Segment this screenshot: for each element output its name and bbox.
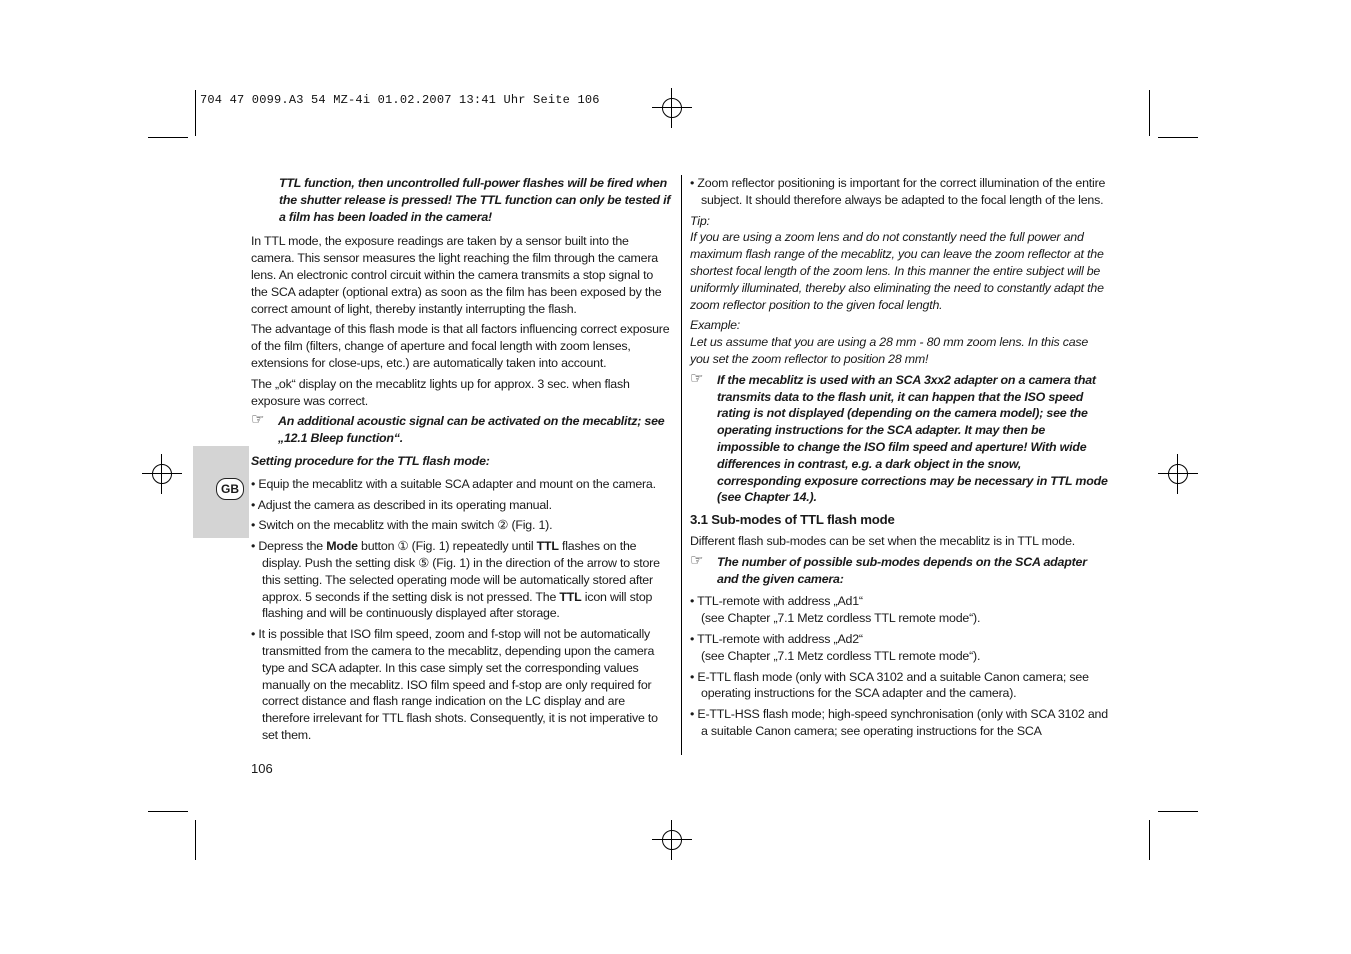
list-item-detail: (see Chapter „7.1 Metz cordless TTL remote mode“). [701,611,981,626]
list-item: • Zoom reflector positioning is important for the correct illumination of the entire subject. It should therefore always be adapted to the focal length of the lens. [690,176,1106,207]
crop-mark [148,137,188,138]
right-column [690,175,1108,744]
note [690,551,1108,588]
language-badge: GB [216,478,244,500]
pointing-hand-icon: ☞ [690,551,704,569]
example-label: Example: [690,318,741,333]
note [690,369,1108,506]
registration-mark-icon [652,820,692,860]
page-number: 106 [251,761,273,776]
section-subheading: Setting procedure for the TTL flash mode: [251,453,490,468]
paragraph: The „ok“ display on the mecablitz lights up for approx. 3 sec. when flash exposure was correct. [251,376,630,408]
list-item: • E-TTL-HSS flash mode; high-speed synchronisation (only with SCA 3102 and a suitable Canon camera; see operating instructions for the SCA [690,707,1108,738]
pointing-hand-icon: ☞ [690,369,704,387]
left-column [251,175,671,748]
list-item-detail: (see Chapter „7.1 Metz cordless TTL remote mode“). [701,648,981,663]
list-item: • Equip the mecablitz with a suitable SCA adapter and mount on the camera. [251,476,656,491]
crop-mark [1149,90,1150,136]
list-item: • Adjust the camera as described in its operating manual. [251,497,552,512]
column-divider [681,175,682,755]
list-item: • TTL-remote with address „Ad1“ [690,594,863,609]
crop-mark [195,820,196,860]
crop-mark [195,90,196,136]
list-item: • It is possible that ISO film speed, zoom and f-stop will not be automatically transmitted from the camera to the mecablitz, depending upon the camera type and SCA adapter. In this case simply set the corresponding values manually on the mecablitz. ISO film speed and f-stop are only required for correct distance and flash range indication on the LC display and are therefore irrelevant for TTL flash shots. Consequently, it is not imperative to set them. [251,627,658,742]
note [251,413,671,447]
paragraph: Different flash sub-modes can be set when the mecablitz is in TTL mode. [690,533,1076,548]
note-text: If the mecablitz is used with an SCA 3xx2 adapter on a camera that transmits data to the flash unit, it can happen that the ISO speed rating is not displayed (depending on the camera model); see the operating instructions for the SCA adapter. It may then be impossible to change the ISO film speed and aperture! With wide differences in contrast, e.g. a dark object in the snow, corresponding exposure corrections may be necessary in TTL mode (see Chapter 14.). [717,372,1108,505]
crop-mark [1158,137,1198,138]
paragraph: The advantage of this flash mode is that all factors influencing correct exposure of the film (filters, change of aperture and focal length with zoom lenses, extensions for close-ups, etc.) are automatically taken into account. [251,322,670,370]
intro-warning: TTL function, then uncontrolled full-power flashes will be fired when the shutter release is pressed! The TTL function can only be tested if a film has been loaded in the camera! [279,176,671,224]
registration-mark-icon [652,88,692,128]
crop-mark [148,811,188,812]
registration-mark-icon [142,454,182,494]
tip-text: If you are using a zoom lens and do not constantly need the full power and maximum flash range of the mecablitz, you can leave the zoom reflector at the shortest focal length of the zoom lens. In this manner the entire subject will be uniformly illuminated, thereby also eliminating the need to constantly adapt the zoom reflector position to the given focal length. [690,230,1104,312]
crop-mark [1158,811,1198,812]
list-item: • E-TTL flash mode (only with SCA 3102 and a suitable Canon camera; see operating instructions for the SCA adapter and the camera). [690,669,1089,701]
print-slug: 704 47 0099.A3 54 MZ-4i 01.02.2007 13:41 Uhr Seite 106 [200,93,600,107]
list-item: • TTL-remote with address „Ad2“ [690,631,863,646]
list-item: • Switch on the mecablitz with the main switch ② (Fig. 1). [251,518,553,533]
paragraph: In TTL mode, the exposure readings are taken by a sensor built into the camera. This sensor measures the light reaching the film through the camera lens. An electronic control circuit within the camera transmits a stop signal to the SCA adapter (optional extra) as soon as the film has been exposed by the correct amount of light, thereby instantly interrupting the flash. [251,234,662,316]
registration-mark-icon [1158,454,1198,494]
pointing-hand-icon: ☞ [251,411,265,429]
example-text: Let us assume that you are using a 28 mm - 80 mm zoom lens. In this case you set the zoom reflector to position 28 mm! [690,335,1089,366]
tip-label: Tip: [690,213,710,228]
section-heading: 3.1 Sub-modes of TTL flash mode [690,512,895,528]
note-text: The number of possible sub-modes depends on the SCA adapter and the given camera: [717,554,1087,586]
list-item: • Depress the Mode button ① (Fig. 1) repeatedly until TTL flashes on the display. Push the setting disk ⑤ (Fig. 1) in the direction of the arrow to store this setting. The selected operating mode will be automatically stored after approx. 5 seconds if the setting disk is not pressed. The TTL icon will stop flashing and will be continuously displayed after storage. [251,539,660,621]
crop-mark [1149,820,1150,860]
note-text: An additional acoustic signal can be activated on the mecablitz; see „12.1 Bleep function“. [278,414,665,446]
